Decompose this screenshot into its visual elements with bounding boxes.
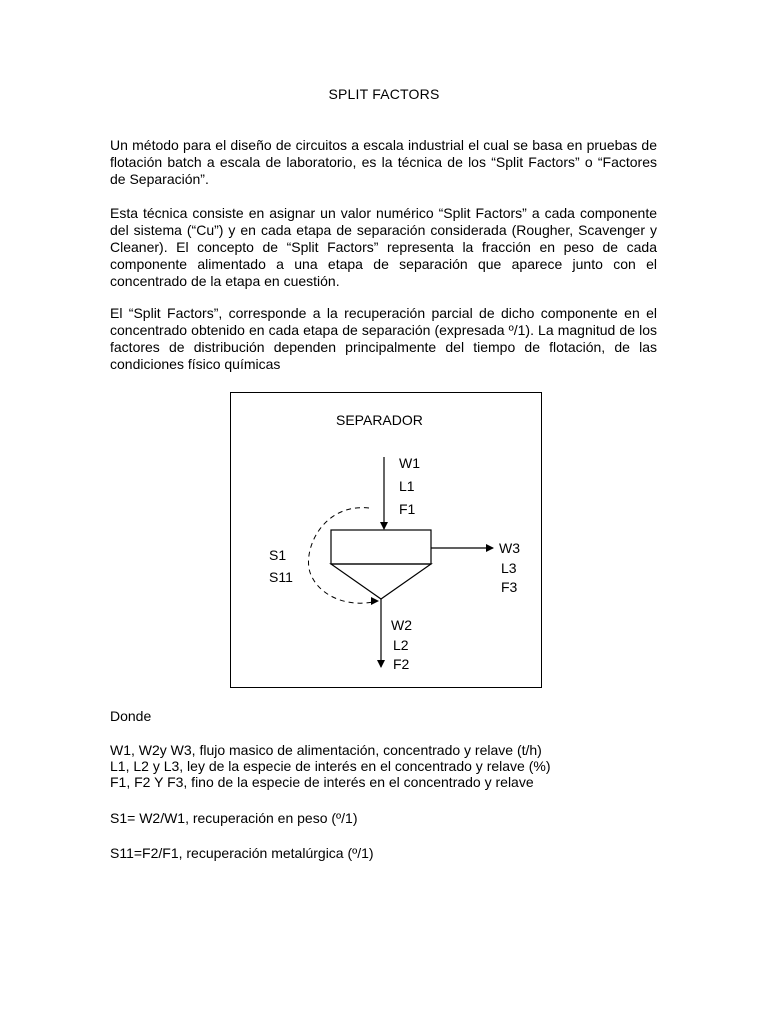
- definition-s1: S1= W2/W1, recuperación en peso (º/1): [110, 810, 358, 826]
- concentrate-label-l2: L2: [393, 637, 409, 653]
- tails-label-w3: W3: [499, 540, 520, 556]
- concentrate-label-f2: F2: [393, 656, 410, 672]
- page-title: SPLIT FACTORS: [328, 86, 440, 102]
- separator-diagram-graphic: [231, 393, 543, 689]
- split-label-s1: S1: [269, 547, 287, 563]
- feed-label-f1: F1: [399, 501, 416, 517]
- diagram-title: SEPARADOR: [336, 412, 423, 428]
- definition-s11: S11=F2/F1, recuperación metalúrgica (º/1): [110, 845, 374, 861]
- paragraph-split-factors: El “Split Factors”, corresponde a la recuperación parcial de dicho componente en el concentrado obtenido en cada etapa de separación (expresada º/1). La magnitud de los factores de distribución dependen principalmente del tiempo de flotación, de las condiciones físico químicas: [110, 305, 657, 372]
- feed-label-l1: L1: [399, 478, 415, 494]
- split-label-s11: S11: [269, 569, 293, 585]
- split-curve-arrowhead: [371, 597, 379, 605]
- paragraph-intro: Un método para el diseño de circuitos a escala industrial el cual se basa en pruebas de flotación batch a escala de laboratorio, es la técnica de los “Split Factors” o “Factores de Separación”.: [110, 137, 657, 187]
- feed-label-w1: W1: [399, 455, 420, 471]
- definition-w: W1, W2y W3, flujo masico de alimentación, concentrado y relave (t/h): [110, 742, 542, 758]
- tails-label-f3: F3: [501, 579, 518, 595]
- concentrate-label-w2: W2: [391, 617, 412, 633]
- paragraph-technique: Esta técnica consiste en asignar un valor numérico “Split Factors” a cada componente del sistema (“Cu”) y en cada etapa de separación considerada (Rougher, Scavenger y Cleaner). El concepto de “Split Factors” representa la fracción en peso de cada componente alimentado a una etapa de separación que aparece junto con el concentrado de la etapa en cuestión.: [110, 205, 657, 289]
- separator-cone: [331, 564, 431, 599]
- definition-l: L1, L2 y L3, ley de la especie de interés en el concentrado y relave (%): [110, 758, 551, 774]
- donde-heading: Donde: [110, 708, 152, 724]
- tails-label-l3: L3: [501, 560, 517, 576]
- definition-f: F1, F2 Y F3, fino de la especie de interés en el concentrado y relave: [110, 774, 534, 790]
- separator-box: [331, 530, 431, 564]
- separator-diagram: [230, 392, 542, 688]
